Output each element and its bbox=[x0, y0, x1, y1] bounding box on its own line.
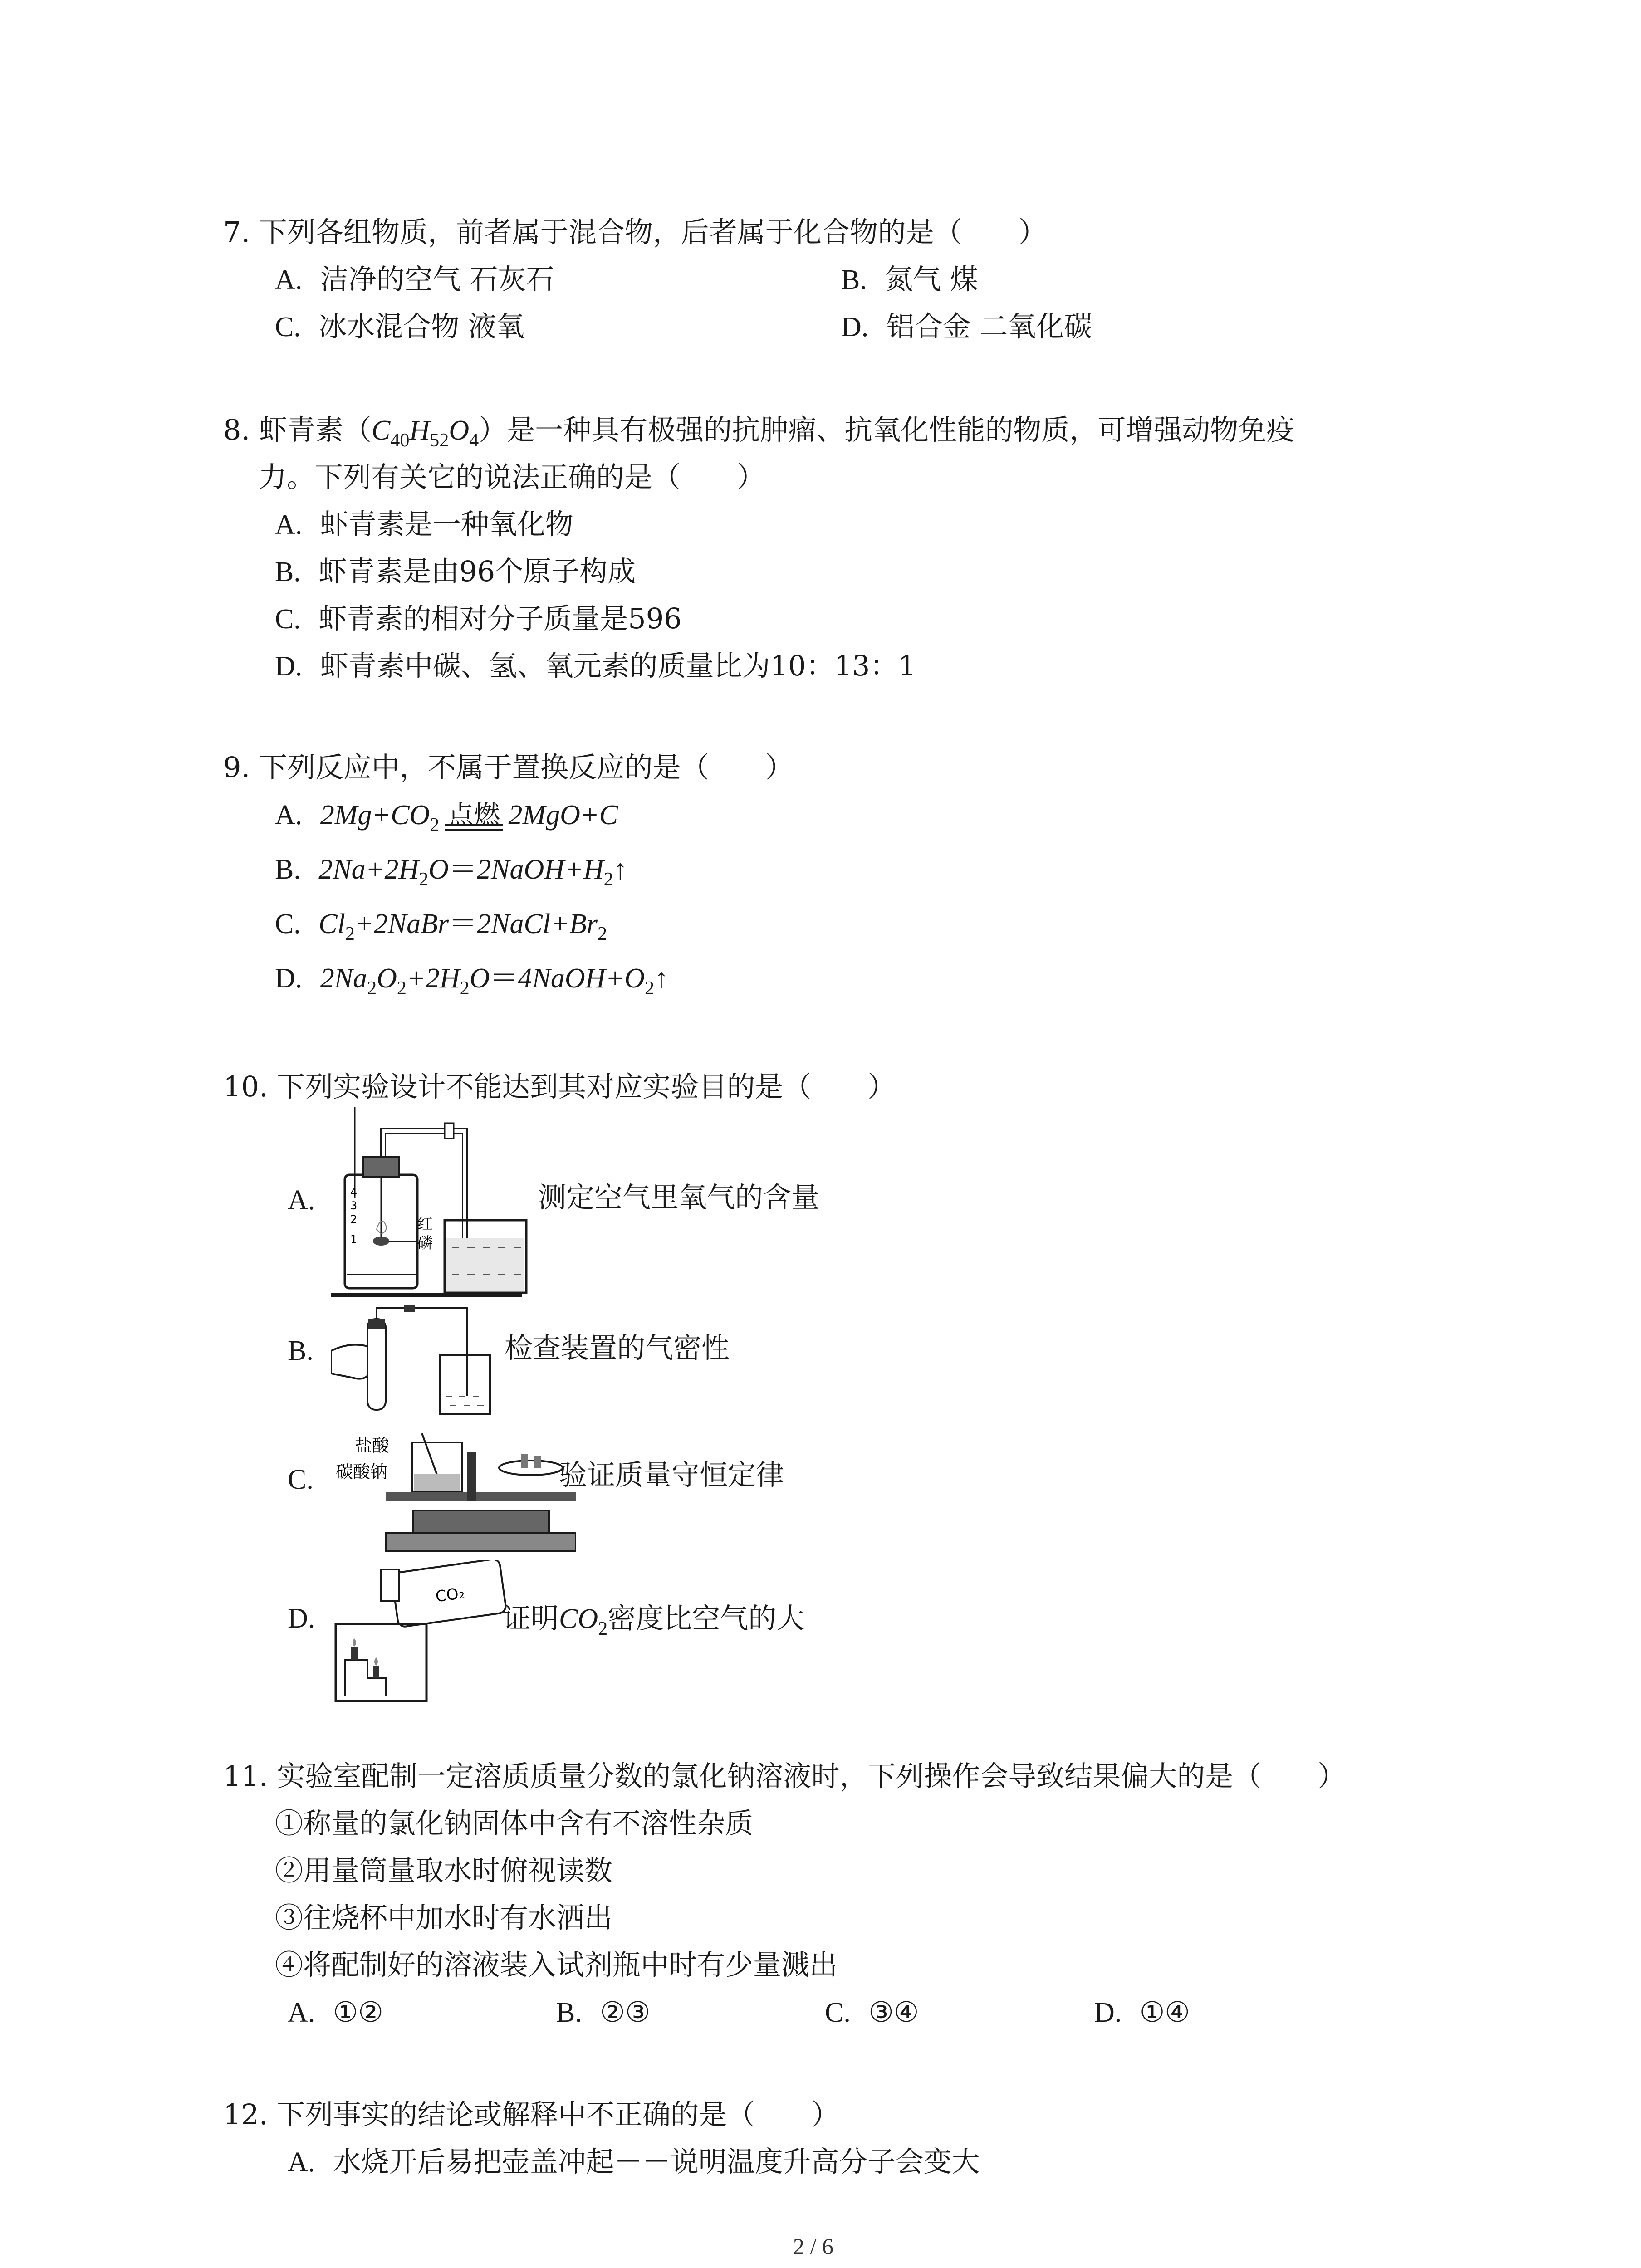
q10-option-d-figure bbox=[331, 1560, 513, 1706]
q9-option-a[interactable] bbox=[275, 797, 618, 843]
q10-option-a-letter[interactable]: A. bbox=[288, 1185, 315, 1216]
q8-option-d-letter: D. bbox=[275, 651, 303, 682]
q8-stem-pre: 8. 虾青素（ bbox=[223, 413, 372, 446]
q10-option-b-letter[interactable]: B. bbox=[288, 1335, 314, 1366]
q7-option-c-text: 冰水混合物 液氧 bbox=[318, 310, 524, 343]
q11-option-d-letter: D. bbox=[1094, 1997, 1122, 2028]
q8-option-d-text: 虾青素中碳、氢、氧元素的质量比为10：13：1 bbox=[320, 649, 916, 682]
q8-option-a-letter: A. bbox=[275, 509, 303, 540]
q8-option-c-letter: C. bbox=[275, 604, 301, 635]
q11-option-c-text: ③④ bbox=[868, 1995, 919, 2028]
svg-text:3: 3 bbox=[350, 1199, 358, 1212]
q8-option-b[interactable] bbox=[275, 553, 636, 590]
q8-formula-c-sub: 40 bbox=[390, 429, 410, 451]
q11-item-3: ③往烧杯中加水时有水洒出 bbox=[275, 1901, 613, 1934]
q7-stem: 7. 下列各组物质，前者属于混合物，后者属于化合物的是（ ） bbox=[223, 215, 1047, 249]
svg-text:CO₂: CO₂ bbox=[434, 1584, 466, 1606]
q9-option-a-equation: $2Mg+CO_2$ 点燃 2MgO+C bbox=[320, 800, 618, 831]
q11-option-b-text: ②③ bbox=[600, 1995, 651, 2028]
q9-option-d[interactable] bbox=[275, 960, 668, 1007]
q10-option-d-formula: $CO_2$ bbox=[559, 1603, 608, 1639]
q8-option-a[interactable] bbox=[275, 506, 573, 543]
q7-option-d-letter: D. bbox=[841, 312, 869, 342]
q9-option-c-letter: C. bbox=[275, 909, 301, 939]
q9-option-b[interactable] bbox=[275, 851, 627, 898]
q7-option-b-text: 氮气 煤 bbox=[885, 263, 978, 296]
q9-option-c[interactable] bbox=[275, 905, 607, 952]
q9-option-b-letter: B. bbox=[275, 854, 301, 885]
q7-option-a[interactable] bbox=[275, 261, 554, 298]
q12-option-a[interactable] bbox=[288, 2144, 980, 2180]
q7-option-c[interactable] bbox=[275, 308, 524, 345]
q8-option-d[interactable] bbox=[275, 648, 916, 684]
q8-option-a-text: 虾青素是一种氧化物 bbox=[320, 508, 573, 541]
q8-stem-line2: 力。下列有关它的说法正确的是（ ） bbox=[259, 460, 765, 494]
q10-option-c-figure bbox=[331, 1424, 576, 1556]
q11-option-b[interactable] bbox=[556, 1994, 650, 2031]
q11-stem: 11. 实验室配制一定溶质质量分数的氯化钠溶液时，下列操作会导致结果偏大的是（ ） bbox=[223, 1760, 1346, 1793]
q10-option-d-text-pre: 证明 bbox=[503, 1602, 559, 1635]
svg-text:磷: 磷 bbox=[417, 1234, 433, 1252]
q7-option-a-text: 洁净的空气 石灰石 bbox=[320, 263, 554, 296]
burning-spoon-icon bbox=[373, 1237, 389, 1246]
candle-icon bbox=[351, 1647, 358, 1660]
q11-option-a[interactable] bbox=[288, 1994, 383, 2031]
q8-stem-post: ）是一种具有极强的抗肿瘤、抗氧化性能的物质，可增强动物免疫 bbox=[479, 413, 1295, 446]
q7-option-b-letter: B. bbox=[841, 264, 867, 295]
q10-option-c-text: 验证质量守恒定律 bbox=[559, 1458, 784, 1491]
q10-option-d-text-post: 密度比空气的大 bbox=[607, 1602, 805, 1635]
svg-text:红: 红 bbox=[417, 1215, 433, 1233]
q11-option-c-letter: C. bbox=[825, 1997, 851, 2028]
q8-option-b-letter: B. bbox=[275, 557, 301, 587]
q11-option-b-letter: B. bbox=[556, 1997, 582, 2028]
q11-option-a-text: ①② bbox=[333, 1995, 383, 2028]
q11-option-d-text: ①④ bbox=[1139, 1995, 1190, 2028]
q10-option-a-figure bbox=[331, 1107, 531, 1297]
q9-stem: 9. 下列反应中，不属于置换反应的是（ ） bbox=[223, 751, 794, 784]
q8-option-c-text: 虾青素的相对分子质量是596 bbox=[318, 602, 682, 635]
q10-stem: 10. 下列实验设计不能达到其对应实验目的是（ ） bbox=[223, 1070, 896, 1103]
q7-option-d[interactable] bbox=[841, 308, 1092, 345]
q7-option-d-text: 铝合金 二氧化碳 bbox=[886, 310, 1092, 343]
test-tube-icon bbox=[367, 1319, 386, 1410]
stopper-icon bbox=[363, 1157, 399, 1177]
q8-formula bbox=[371, 415, 479, 451]
balance-pan-icon bbox=[386, 1492, 576, 1501]
q8-option-c[interactable] bbox=[275, 601, 682, 637]
q11-item-2: ②用量筒量取水时俯视读数 bbox=[275, 1854, 613, 1887]
q11-option-d[interactable] bbox=[1094, 1994, 1190, 2031]
q12-option-a-letter: A. bbox=[288, 2147, 315, 2178]
q8-option-b-text: 虾青素是由96个原子构成 bbox=[318, 555, 636, 588]
q9-option-b-equation: $2Na+2H_2O=2NaOH+H_2↑$ bbox=[318, 854, 627, 890]
q10-option-d-text bbox=[503, 1600, 804, 1647]
q11-item-1: ①称量的氯化钠固体中含有不溶性杂质 bbox=[275, 1807, 754, 1840]
q7-option-b[interactable] bbox=[841, 261, 978, 298]
svg-text:2: 2 bbox=[350, 1213, 358, 1226]
q12-stem: 12. 下列事实的结论或解释中不正确的是（ ） bbox=[223, 2098, 840, 2131]
q11-item-4: ④将配制好的溶液装入试剂瓶中时有少量溅出 bbox=[275, 1948, 838, 1981]
svg-text:碳酸钠: 碳酸钠 bbox=[336, 1462, 388, 1482]
q11-option-c[interactable] bbox=[825, 1994, 919, 2031]
q8-formula-h: H bbox=[409, 415, 430, 446]
q8-formula-h-sub: 52 bbox=[430, 429, 449, 451]
svg-text:1: 1 bbox=[350, 1233, 358, 1246]
q9-option-d-equation: $2Na_2O_2+2H_2O=4NaOH+O_2↑$ bbox=[320, 963, 669, 999]
q9-option-c-equation: $Cl_2+2NaBr=2NaCl+Br_2$ bbox=[318, 909, 607, 944]
q8-formula-c: C bbox=[371, 415, 391, 446]
beaker-icon bbox=[336, 1624, 426, 1701]
q10-option-c-letter[interactable]: C. bbox=[288, 1464, 314, 1495]
balance-base-icon bbox=[413, 1510, 549, 1533]
svg-text:4: 4 bbox=[350, 1186, 358, 1198]
q7-option-c-letter: C. bbox=[275, 312, 301, 342]
q8-formula-o-sub: 4 bbox=[469, 429, 479, 451]
q10-option-a-text: 测定空气里氧气的含量 bbox=[538, 1181, 820, 1214]
page-number: 2 / 6 bbox=[793, 2234, 833, 2259]
q9-option-a-condition: 点燃 bbox=[447, 797, 500, 833]
svg-text:盐酸: 盐酸 bbox=[355, 1436, 390, 1456]
q10-option-d-letter[interactable]: D. bbox=[288, 1603, 315, 1634]
q8-formula-o: O bbox=[449, 415, 470, 446]
candle-icon bbox=[373, 1666, 379, 1678]
q10-option-b-figure bbox=[331, 1301, 504, 1419]
q10-option-b-text: 检查装置的气密性 bbox=[505, 1331, 730, 1364]
q7-option-a-letter: A. bbox=[275, 264, 303, 295]
clamp-icon bbox=[445, 1123, 454, 1139]
q9-option-a-letter: A. bbox=[275, 800, 303, 831]
q8-stem bbox=[223, 412, 1294, 459]
q9-option-d-letter: D. bbox=[275, 963, 303, 994]
q11-option-a-letter: A. bbox=[288, 1997, 315, 2028]
q12-option-a-text: 水烧开后易把壶盖冲起－－说明温度升高分子会变大 bbox=[333, 2145, 980, 2178]
